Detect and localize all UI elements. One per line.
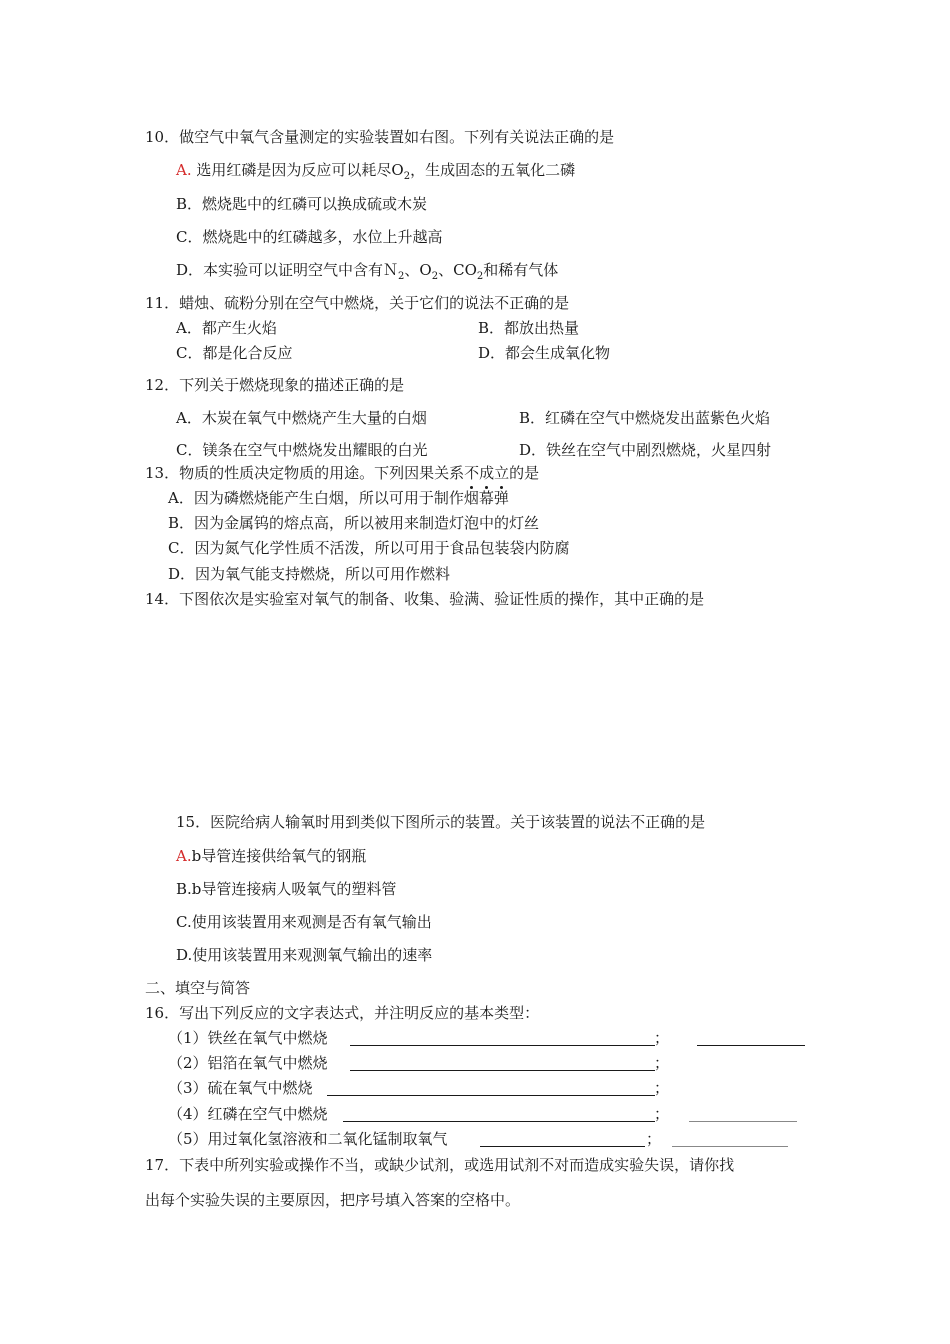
q13-stem: 13．物质的性质决定物质的用途。下列因果关系不成立的是 — [145, 464, 540, 482]
q12-stem: 12．下列关于燃烧现象的描述正确的是 — [145, 376, 405, 394]
q15-option-b: B.b导管连接病人吸氧气的塑料管 — [176, 880, 397, 898]
q16-item-2: （2）铝箔在氧气中燃烧 — [168, 1054, 328, 1072]
q15-option-a — [176, 846, 366, 866]
q16-separator: ； — [654, 1105, 670, 1123]
q16-separator: ； — [654, 1054, 670, 1072]
q16-item-4: （4）红磷在空气中燃烧 — [168, 1105, 328, 1123]
q10-option-a-text: 选用红磷是因为反应可以耗尽O — [196, 161, 404, 179]
q16-item-3: （3）硫在氧气中燃烧 — [168, 1079, 313, 1097]
q16-item-5: （5）用过氧化氢溶液和二氧化锰制取氧气 — [168, 1130, 448, 1148]
answer-blank-equation[interactable] — [350, 1031, 655, 1046]
answer-blank-type[interactable] — [689, 1107, 797, 1122]
answer-blank-equation[interactable] — [327, 1081, 655, 1096]
q14-stem: 14．下图依次是实验室对氧气的制备、收集、验满、验证性质的操作，其中正确的是 — [145, 590, 705, 608]
q10-option-a-text-end: ，生成固态的五氧化二磷 — [410, 161, 576, 179]
q10-option-a-letter: A. — [176, 161, 192, 179]
q16-separator: ； — [654, 1079, 670, 1097]
emphasis-dot-char: 成 — [479, 464, 495, 482]
q10-option-b: B．燃烧匙中的红磷可以换成硫或木炭 — [176, 195, 428, 213]
q12-option-b: B．红磷在空气中燃烧发出蓝紫色火焰 — [519, 409, 771, 427]
answer-blank-type[interactable] — [672, 1132, 788, 1147]
q15-stem: 15．医院给病人输氧时用到类似下图所示的装置。关于该装置的说法不正确的是 — [176, 813, 706, 831]
q15-option-d: D.使用该装置用来观测氧气输出的速率 — [176, 946, 433, 964]
q16-item-1: （1）铁丝在氧气中燃烧 — [168, 1029, 328, 1047]
q11-option-d: D．都会生成氧化物 — [478, 344, 611, 362]
emphasis-dot-char: 不 — [464, 464, 480, 482]
q11-option-b: B．都放出热量 — [478, 319, 580, 337]
answer-blank-equation[interactable] — [350, 1056, 655, 1071]
q15-option-a-letter: A. — [176, 847, 192, 865]
q16-separator: ； — [654, 1029, 670, 1047]
q13-option-a: A．因为磷燃烧能产生白烟，所以可用于制作烟幕弹 — [168, 489, 509, 507]
answer-blank-equation[interactable] — [480, 1132, 645, 1147]
answer-blank-equation[interactable] — [343, 1107, 655, 1122]
q15-option-c: C.使用该装置用来观测是否有氧气输出 — [176, 913, 432, 931]
q13-option-b: B．因为金属钨的熔点高，所以被用来制造灯泡中的灯丝 — [168, 514, 540, 532]
q17-line-2: 出每个实验失误的主要原因，把序号填入答案的空格中。 — [145, 1191, 521, 1209]
q13-option-c: C．因为氮气化学性质不活泼，所以可用于食品包装袋内防腐 — [168, 539, 570, 557]
q10-stem: 10．做空气中氧气含量测定的实验装置如右图。下列有关说法正确的是 — [145, 128, 615, 146]
q11-option-c: C．都是化合反应 — [176, 344, 293, 362]
q12-option-a: A．木炭在氧气中燃烧产生大量的白烟 — [176, 409, 427, 427]
answer-blank-type[interactable] — [697, 1031, 805, 1046]
q10-option-c: C．燃烧匙中的红磷越多，水位上升越高 — [176, 228, 443, 246]
q15-option-a-text: b导管连接供给氧气的钢瓶 — [191, 847, 367, 865]
q11-option-a: A．都产生火焰 — [176, 319, 277, 337]
q17-line-1: 17．下表中所列实验或操作不当，或缺少试剂，或选用试剂不对而造成实验失误，请你找 — [145, 1156, 735, 1174]
q13-option-d: D．因为氧气能支持燃烧，所以可用作燃料 — [168, 565, 451, 583]
emphasis-dot-char: 立 — [494, 464, 510, 482]
q11-stem: 11．蜡烛、硫粉分别在空气中燃烧，关于它们的说法不正确的是 — [145, 294, 570, 312]
q10-option-d: D．本实验可以证明空气中含有Ｎ$_2$、$O_2$、$CO_2$和稀有气体 — [176, 261, 559, 282]
q16-separator: ； — [646, 1130, 662, 1148]
q12-option-c: C．镁条在空气中燃烧发出耀眼的白光 — [176, 441, 428, 459]
q16-stem: 16．写出下列反应的文字表达式，并注明反应的基本类型： — [145, 1004, 540, 1022]
section-title: 二、填空与简答 — [145, 979, 251, 997]
q10-option-a: A. 选用红磷是因为反应可以耗尽$O_2$，生成固态的五氧化二磷 — [176, 161, 576, 182]
q12-option-d: D．铁丝在空气中剧烈燃烧，火星四射 — [519, 441, 772, 459]
